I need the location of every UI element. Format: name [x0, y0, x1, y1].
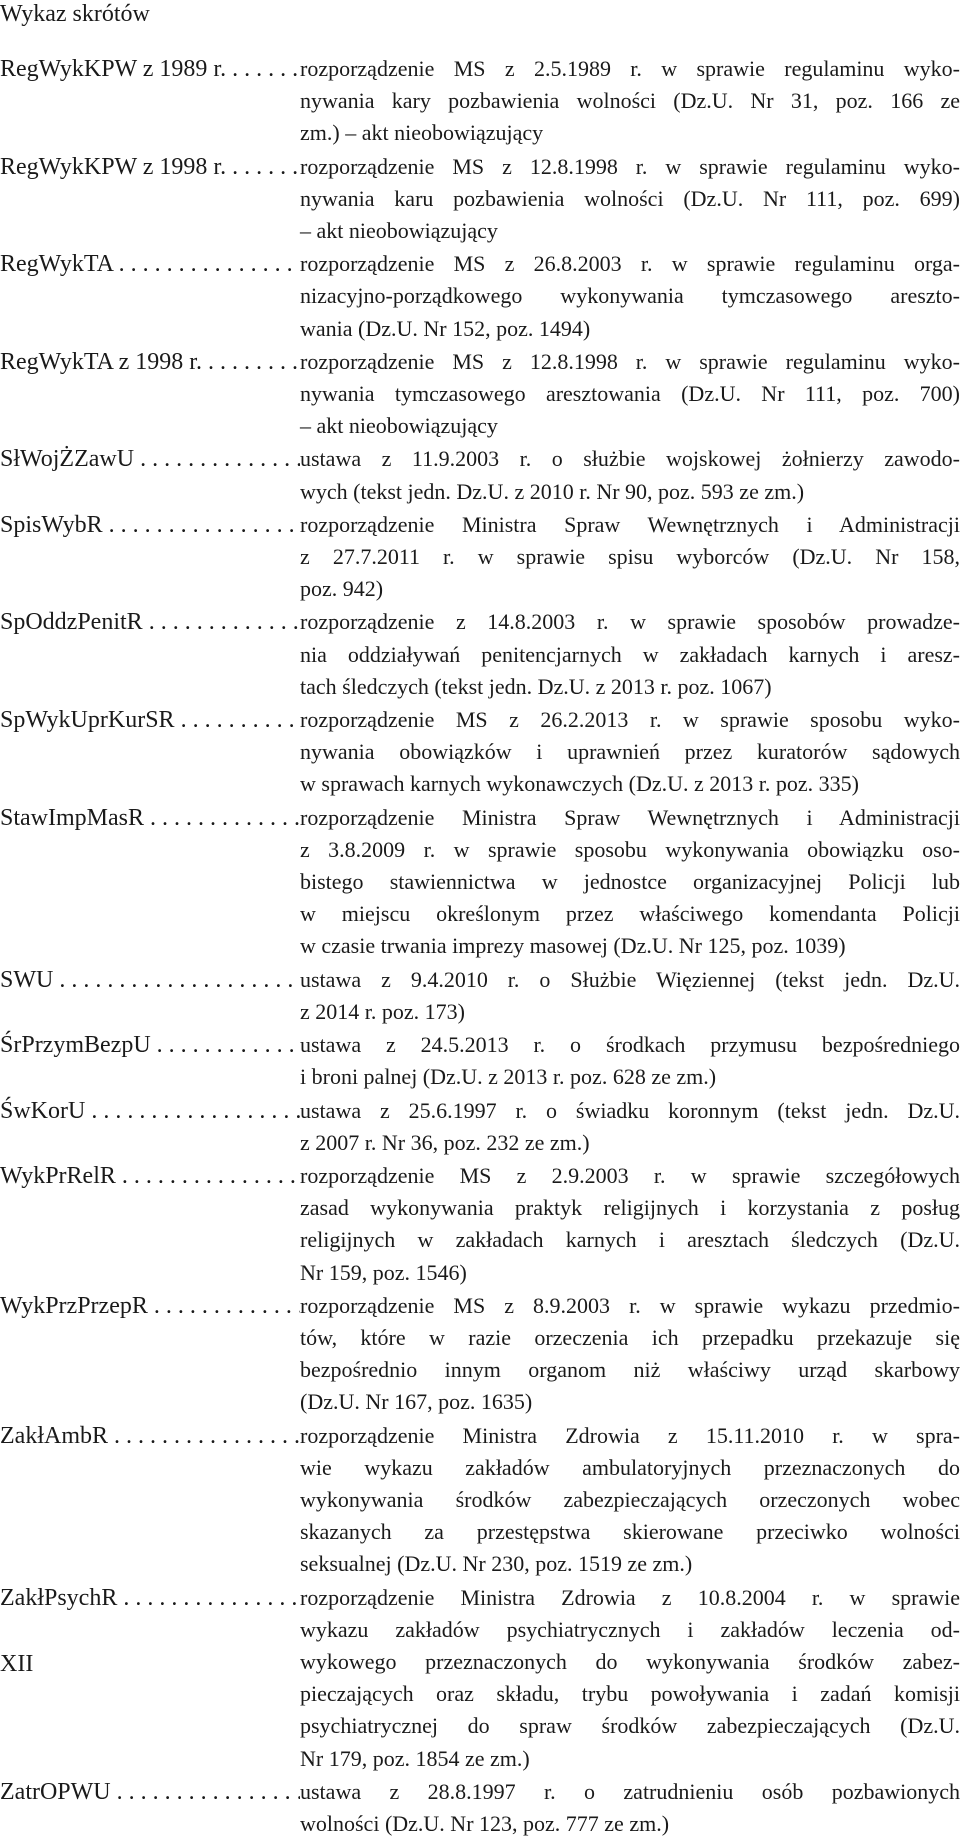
- abbreviation-term: ŚrPrzymBezpU . . .: [0, 1029, 300, 1061]
- abbreviation-entry: [0, 1159, 960, 1289]
- definition-line: religijnych w zakładach karnych i aresztach śledczych (Dz.U.: [300, 1227, 960, 1253]
- abbreviation-term: WykPrRelR . . .: [0, 1160, 300, 1192]
- definition-line: nizacyjno-porządkowego wykonywania tymczasowego aresztо-: [300, 283, 960, 309]
- abbreviation-term: RegWykTA z 1998 r. . . .: [0, 346, 300, 378]
- abbreviation-definition: [300, 605, 960, 703]
- definition-line: z 3.8.2009 r. w sprawie sposobu wykonywania obowiązku oso-: [300, 836, 960, 862]
- definition-line: w czasie trwania imprezy masowej (Dz.U. Nr 125, poz. 1039): [300, 933, 846, 959]
- abbreviation-entry: [0, 605, 960, 703]
- abbreviation-definition: [300, 963, 960, 1028]
- definition-line: rozporządzenie MS z 26.2.2013 r. w sprawie sposobu wyko-: [300, 707, 960, 733]
- abbreviation-entry: [0, 1581, 960, 1775]
- definition-line: nywania tymczasowego aresztowania (Dz.U. Nr 111, poz. 700): [300, 381, 960, 407]
- definition-line: ustawa z 9.4.2010 r. o Służbie Więziennej (tekst jedn. Dz.U.: [300, 966, 960, 992]
- abbreviation-definition: [300, 1028, 960, 1093]
- definition-line: wych (tekst jedn. Dz.U. z 2010 r. Nr 90, poz. 593 ze zm.): [300, 478, 805, 504]
- definition-line: Nr 179, poz. 1854 ze zm.): [300, 1745, 530, 1771]
- abbreviation-term: ZakłAmbR . . .: [0, 1420, 300, 1452]
- definition-line: rozporządzenie MS z 2.5.1989 r. w sprawie regulaminu wyko-: [300, 56, 960, 81]
- definition-line: z 27.7.2011 r. w sprawie spisu wyborców (Dz.U. Nr 158,: [300, 544, 960, 570]
- abbreviation-definition: [300, 52, 960, 150]
- definition-line: tach śledczych (tekst jedn. Dz.U. z 2013 r. poz. 1067): [300, 673, 772, 699]
- definition-line: nywania karu pozbawienia wolności (Dz.U. Nr 111, poz. 699): [300, 185, 960, 211]
- abbreviation-list: [0, 52, 960, 1840]
- abbreviation-entry: [0, 508, 960, 606]
- abbreviation-term: WykPrzPrzepR . . .: [0, 1290, 300, 1322]
- definition-line: zm.) – akt nieobowiązujący: [300, 120, 544, 146]
- definition-line: – akt nieobowiązujący: [300, 218, 498, 244]
- definition-line: poz. 942): [300, 576, 384, 602]
- definition-line: skazanych za przestępstwa skierowane przeciwko wolności: [300, 1519, 960, 1545]
- abbreviation-term: SpOddzPenitR . . .: [0, 606, 300, 638]
- abbreviation-entry: [0, 1094, 960, 1159]
- definition-line: ustawa z 24.5.2013 r. o środkach przymusu bezpośredniego: [300, 1032, 960, 1058]
- definition-line: rozporządzenie Ministra Spraw Wewnętrznych i Administracji: [300, 511, 960, 537]
- abbreviation-entry: [0, 247, 960, 345]
- definition-line: wolności (Dz.U. Nr 123, poz. 777 ze zm.): [300, 1810, 670, 1836]
- definition-line: Nr 159, poz. 1546): [300, 1259, 467, 1285]
- definition-line: wania (Dz.U. Nr 152, poz. 1494): [300, 315, 591, 341]
- definition-line: psychiatrycznej do spraw środków zabezpieczających (Dz.U.: [300, 1713, 960, 1739]
- abbreviation-entry: [0, 52, 960, 150]
- definition-line: – akt nieobowiązujący: [300, 413, 498, 439]
- definition-line: w miejscu określonym przez właściwego komendanta Policji: [300, 901, 960, 927]
- definition-line: ustawa z 28.8.1997 r. o zatrudnieniu osób pozbawionych: [300, 1778, 960, 1804]
- abbreviation-definition: [300, 1159, 960, 1289]
- abbreviation-term: SłWojŻZawU . . .: [0, 443, 300, 475]
- abbreviation-entry: [0, 963, 960, 1028]
- definition-line: rozporządzenie Ministra Spraw Wewnętrznych i Administracji: [300, 804, 960, 830]
- definition-line: (Dz.U. Nr 167, poz. 1635): [300, 1389, 533, 1415]
- definition-line: z 2014 r. poz. 173): [300, 998, 465, 1024]
- abbreviation-entry: [0, 1289, 960, 1419]
- definition-line: z 2007 r. Nr 36, poz. 232 ze zm.): [300, 1129, 590, 1155]
- abbreviation-term: SWU . . .: [0, 964, 300, 996]
- definition-line: tów, które w razie orzeczenia ich przepadku przekazuje się: [300, 1324, 960, 1350]
- definition-line: zasad wykonywania praktyk religijnych i korzystania z posług: [300, 1195, 960, 1221]
- abbreviation-term: ZakłPsychR . . .: [0, 1582, 300, 1614]
- definition-line: nywania kary pozbawienia wolności (Dz.U. Nr 31, poz. 166 ze: [300, 88, 960, 114]
- abbreviation-definition: [300, 345, 960, 443]
- abbreviation-definition: [300, 1775, 960, 1840]
- definition-line: rozporządzenie MS z 26.8.2003 r. w sprawie regulaminu orga-: [300, 251, 960, 277]
- definition-line: bezpośrednio innym organom niż właściwy urząd skarbowy: [300, 1357, 960, 1383]
- page-number: XII: [0, 1651, 34, 1677]
- definition-line: seksualnej (Dz.U. Nr 230, poz. 1519 ze zm.): [300, 1551, 693, 1577]
- abbreviation-definition: [300, 508, 960, 606]
- abbreviation-term: RegWykKPW z 1989 r. . . .: [0, 53, 300, 85]
- definition-line: rozporządzenie Ministra Zdrowia z 15.11.2010 r. w spra-: [300, 1422, 960, 1448]
- definition-line: rozporządzenie Ministra Zdrowia z 10.8.2004 r. w sprawie: [300, 1584, 960, 1610]
- abbreviation-entry: [0, 1419, 960, 1581]
- definition-line: wykazu zakładów psychiatrycznych i zakładów leczenia od-: [300, 1616, 960, 1642]
- abbreviation-entry: [0, 442, 960, 507]
- definition-line: wie wykazu zakładów ambulatoryjnych przeznaczonych do: [300, 1454, 960, 1480]
- abbreviation-definition: [300, 703, 960, 801]
- definition-line: nia oddziaływań penitencjarnych w zakładach karnych i aresz-: [300, 641, 960, 667]
- definition-line: wykonywania środków zabezpieczających orzeczonych wobec: [300, 1486, 960, 1512]
- page-title: Wykaz skrótów: [0, 1, 150, 27]
- definition-line: rozporządzenie MS z 12.8.1998 r. w sprawie regulaminu wyko-: [300, 348, 960, 374]
- abbreviation-definition: [300, 442, 960, 507]
- abbreviation-definition: [300, 1289, 960, 1419]
- abbreviation-entry: [0, 345, 960, 443]
- definition-line: rozporządzenie MS z 12.8.1998 r. w sprawie regulaminu wyko-: [300, 153, 960, 179]
- definition-line: wykowego przeznaczonych do wykonywania środków zabez-: [300, 1648, 960, 1674]
- definition-line: rozporządzenie MS z 2.9.2003 r. w sprawie szczegółowych: [300, 1162, 960, 1188]
- abbreviation-definition: [300, 247, 960, 345]
- definition-line: pieczających oraz składu, trybu powoływania i zadań komisji: [300, 1681, 960, 1707]
- abbreviation-term: SpisWybR . . .: [0, 509, 300, 541]
- definition-line: ustawa z 25.6.1997 r. o świadku koronnym (tekst jedn. Dz.U.: [300, 1097, 960, 1123]
- abbreviation-definition: [300, 1094, 960, 1159]
- abbreviation-entry: [0, 801, 960, 963]
- definition-line: nywania obowiązków i uprawnień przez kuratorów sądowych: [300, 739, 960, 765]
- abbreviation-term: RegWykKPW z 1998 r. . . .: [0, 151, 300, 183]
- abbreviation-definition: [300, 1581, 960, 1775]
- abbreviation-definition: [300, 150, 960, 248]
- definition-line: rozporządzenie z 14.8.2003 r. w sprawie sposobów prowadze-: [300, 609, 960, 635]
- abbreviation-term: StawImpMasR . . .: [0, 802, 300, 834]
- abbreviation-definition: [300, 1419, 960, 1581]
- abbreviation-term: ZatrOPWU . . .: [0, 1776, 300, 1808]
- definition-line: w sprawach karnych wykonawczych (Dz.U. z 2013 r. poz. 335): [300, 771, 859, 797]
- definition-line: bistego stawiennictwa w jednostce organizacyjnej Policji lub: [300, 869, 960, 895]
- abbreviation-term: ŚwKorU . . .: [0, 1095, 300, 1127]
- abbreviation-term: SpWykUprKurSR . . .: [0, 704, 300, 736]
- abbreviation-entry: [0, 1775, 960, 1840]
- definition-line: i broni palnej (Dz.U. z 2013 r. poz. 628 ze zm.): [300, 1064, 717, 1090]
- abbreviation-term: RegWykTA . . .: [0, 248, 300, 280]
- abbreviation-entry: [0, 150, 960, 248]
- abbreviation-definition: [300, 801, 960, 963]
- abbreviation-entry: [0, 1028, 960, 1093]
- abbreviation-entry: [0, 703, 960, 801]
- definition-line: rozporządzenie MS z 8.9.2003 r. w sprawie wykazu przedmio-: [300, 1292, 960, 1318]
- definition-line: ustawa z 11.9.2003 r. o służbie wojskowej żołnierzy zawodo-: [300, 446, 960, 472]
